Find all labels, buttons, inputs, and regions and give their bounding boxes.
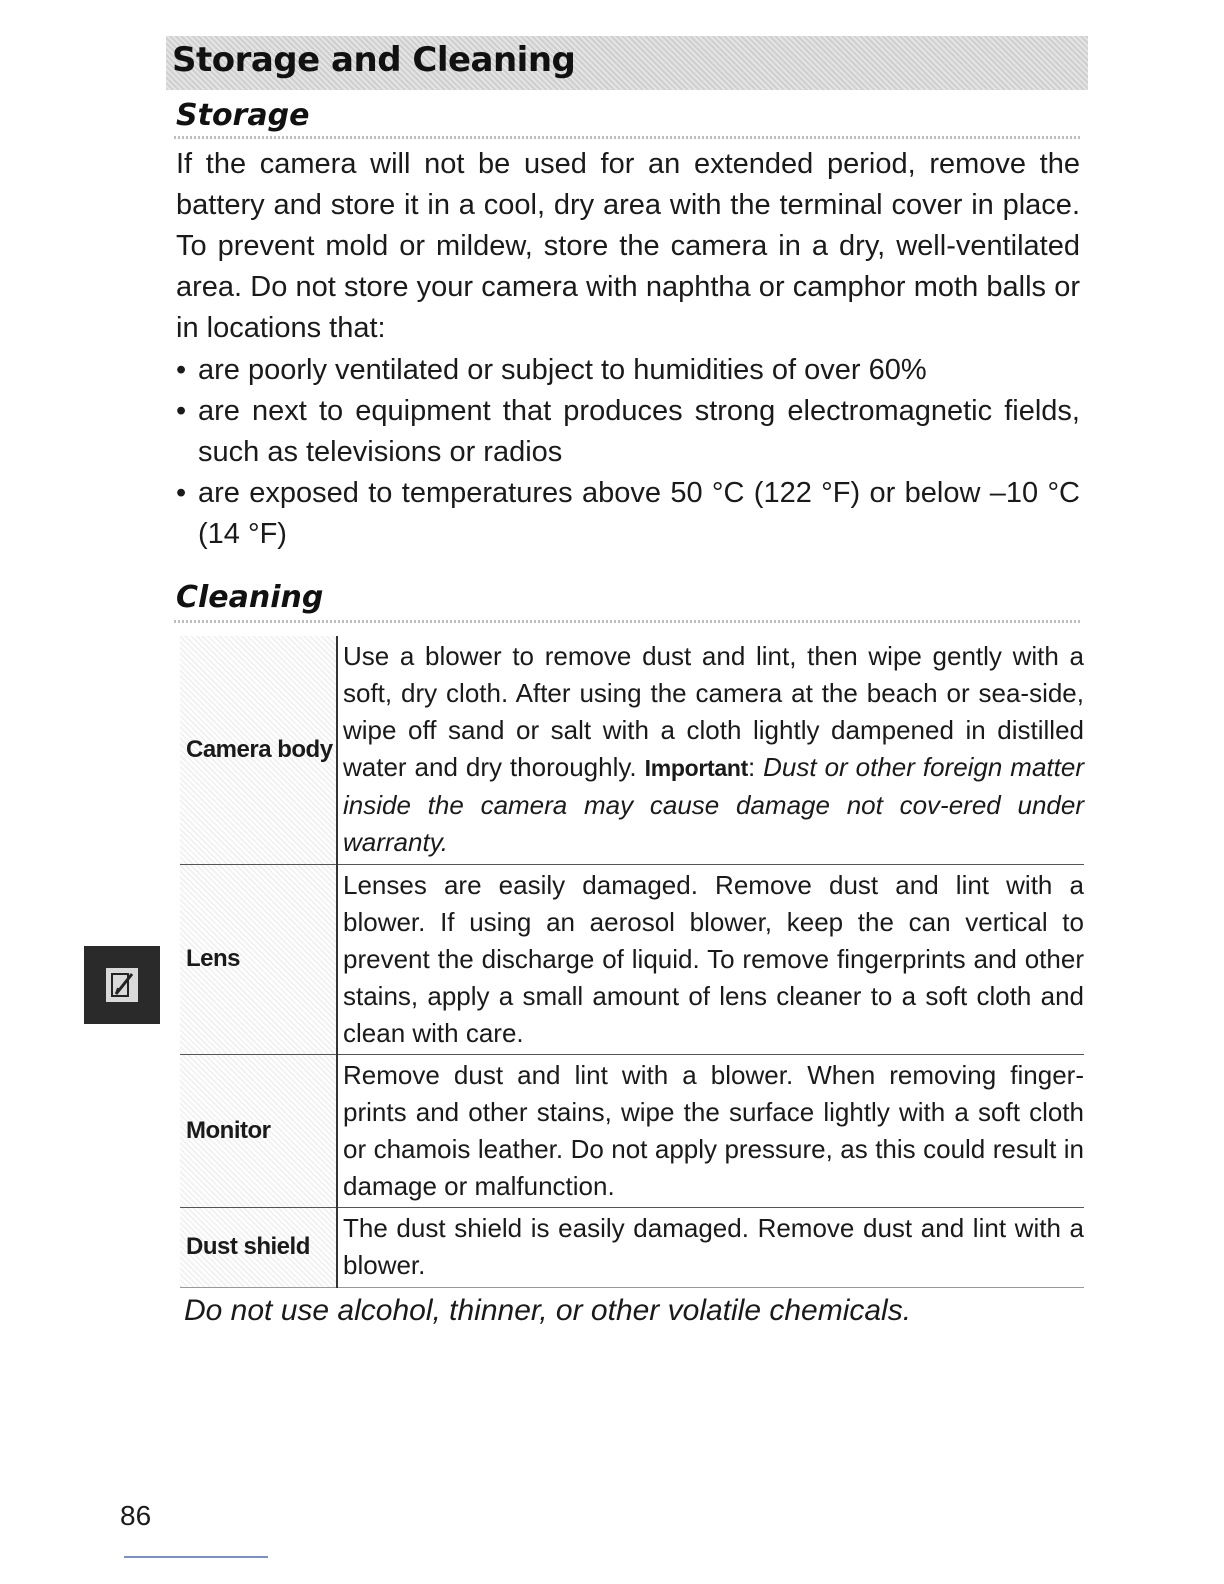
page-title: Storage and Cleaning — [172, 40, 576, 80]
storage-bullet-list — [176, 350, 1080, 555]
row-desc-camera-body: Use a blower to remove dust and lint, then wipe gently with a soft, dry cloth. After using the camera at the beach or sea-side, wipe off sand or salt with a cloth lightly dampened in distilled water and dry thoroughly. Important: Dust or other foreign matter inside the camera may cause damage not cov-ered under warranty. — [337, 636, 1084, 864]
important-text: Dust or other foreign matter inside the camera may cause damage not cov-ered under warranty. — [343, 752, 1084, 858]
cleaning-note: Do not use alcohol, thinner, or other volatile chemicals. — [184, 1294, 912, 1327]
page-footer-rule — [124, 1556, 268, 1558]
storage-heading: Storage — [176, 98, 310, 133]
list-item: • are next to equipment that produces strong electromagnetic fields, such as televisions or radios — [176, 391, 1080, 473]
row-desc-dust-shield: The dust shield is easily damaged. Remove dust and lint with a blower. — [337, 1207, 1084, 1287]
bullet-icon: • — [176, 354, 187, 386]
row-desc-monitor: Remove dust and lint with a blower. When removing finger-prints and other stains, wipe the surface lightly with a soft cloth or chamois leather. Do not apply pressure, as this could result in damage or malfunction. — [337, 1054, 1084, 1207]
table-row — [180, 636, 1084, 864]
technical-notes-icon — [84, 946, 160, 1024]
bullet-icon: • — [176, 477, 187, 509]
row-label-lens: Lens — [180, 864, 337, 1054]
storage-heading-rule — [174, 136, 1082, 139]
table-row — [180, 864, 1084, 1054]
cleaning-heading-rule — [174, 620, 1082, 623]
row-desc-lens: Lenses are easily damaged. Remove dust and lint with a blower. If using an aerosol blower, keep the can vertical to prevent the discharge of liquid. To remove fingerprints and other stains, apply a small amount of lens cleaner to a soft cloth and clean with care. — [337, 864, 1084, 1054]
important-label: Important — [644, 755, 748, 782]
pencil-note-icon — [106, 968, 138, 1002]
cleaning-heading: Cleaning — [176, 580, 324, 615]
row-label-camera-body: Camera body — [180, 636, 337, 864]
cleaning-table — [180, 636, 1084, 1288]
list-item: • are poorly ventilated or subject to humidities of over 60% — [176, 350, 1080, 391]
list-item: • are exposed to temperatures above 50 °C (122 °F) or below –10 °C (14 °F) — [176, 473, 1080, 555]
table-row — [180, 1207, 1084, 1287]
bullet-icon: • — [176, 395, 187, 427]
technical-notes-icon-inner — [106, 968, 138, 1002]
page-number: 86 — [120, 1500, 152, 1531]
row-label-dust-shield: Dust shield — [180, 1207, 337, 1287]
row-label-monitor: Monitor — [180, 1054, 337, 1207]
table-row — [180, 1054, 1084, 1207]
storage-paragraph: If the camera will not be used for an extended period, remove the battery and store it in a cool, dry area with the terminal cover in place. To prevent mold or mildew, store the camera in a dry, well-ventilated area. Do not store your camera with naphtha or camphor moth balls or in locations that: — [176, 148, 1080, 344]
